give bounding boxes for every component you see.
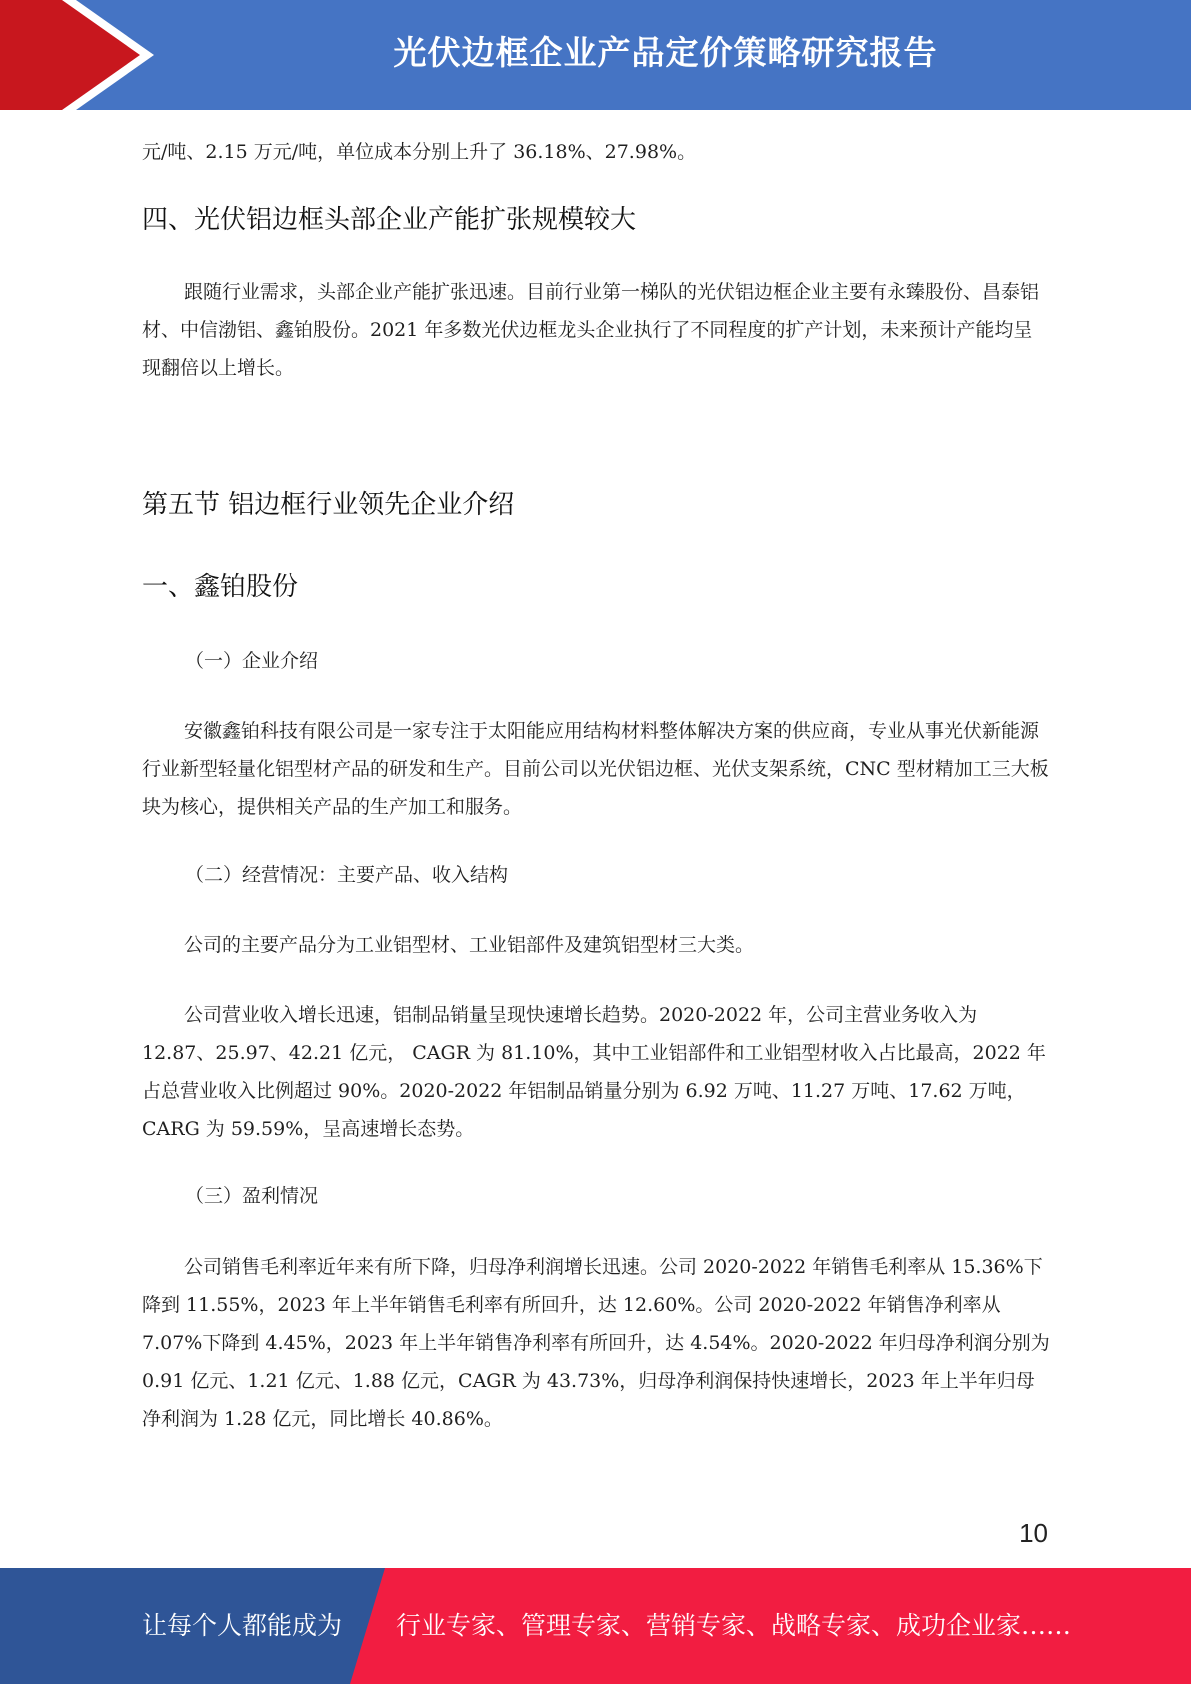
subheading-operations: （二）经营情况：主要产品、收入结构 xyxy=(185,864,509,886)
paragraph-intro: 元/吨、2.15 万元/吨，单位成本分别上升了 36.18%、27.98%。 xyxy=(142,141,697,163)
heading-section-4: 四、光伏铝边框头部企业产能扩张规模较大 xyxy=(142,205,637,235)
heading-chapter-5: 第五节 铝边框行业领先企业介绍 xyxy=(142,490,515,520)
paragraph-revenue: 公司营业收入增长迅速，铝制品销量呈现快速增长趋势。2020-2022 年，公司主营业务收入为 12.87、25.97、42.21 亿元， CAGR 为 81.10%，其中工业铝部件和工业铝型材收入占比最高，2022 年占总营业收入比例超过 90%。2020-2022 年铝制品销量分别为 6.92 万吨、11.27 万吨、17.62 万吨，CARG 为 59.59%，呈高速增长态势。 xyxy=(142,1004,1046,1140)
paragraph-company-intro: 安徽鑫铂科技有限公司是一家专注于太阳能应用结构材料整体解决方案的供应商，专业从事光伏新能源行业新型轻量化铝型材产品的研发和生产。目前公司以光伏铝边框、光伏支架系统，CNC 型材精加工三大板块为核心，提供相关产品的生产加工和服务。 xyxy=(142,720,1049,818)
page-footer xyxy=(0,1568,1191,1684)
paragraph-profitability: 公司销售毛利率近年来有所下降，归母净利润增长迅速。公司 2020-2022 年销售毛利率从 15.36%下降到 11.55%，2023 年上半年销售毛利率有所回升，达 12.60%。公司 2020-2022 年销售净利率从 7.07%下降到 4.45%，2023 年上半年销售净利率有所回升，达 4.54%。2020-2022 年归母净利润分别为 0.91 亿元、1.21 亿元、1.88 亿元，CAGR 为 43.73%，归母净利润保持快速增长，2023 年上半年归母净利润为 1.28 亿元，同比增长 40.86%。 xyxy=(142,1256,1050,1430)
header-title: 光伏边框企业产品定价策略研究报告 xyxy=(393,33,938,72)
paragraph-products: 公司的主要产品分为工业铝型材、工业铝部件及建筑铝型材三大类。 xyxy=(184,934,755,956)
header-red-arrow xyxy=(0,0,150,110)
subheading-profitability: （三）盈利情况 xyxy=(185,1185,319,1207)
subheading-company-intro: （一）企业介绍 xyxy=(185,650,319,672)
heading-company-1: 一、鑫铂股份 xyxy=(142,572,299,602)
footer-slogan-left: 让每个人都能成为 xyxy=(142,1611,343,1640)
page-header xyxy=(0,0,1191,110)
page-number: 10 xyxy=(1019,1518,1048,1548)
footer-slogan-right: 行业专家、管理专家、营销专家、战略专家、成功企业家…… xyxy=(396,1611,1072,1640)
paragraph-section-4: 跟随行业需求，头部企业产能扩张迅速。目前行业第一梯队的光伏铝边框企业主要有永臻股份、昌泰铝材、中信渤铝、鑫铂股份。2021 年多数光伏边框龙头企业执行了不同程度的扩产计划，未来预计产能均呈现翻倍以上增长。 xyxy=(142,281,1040,379)
